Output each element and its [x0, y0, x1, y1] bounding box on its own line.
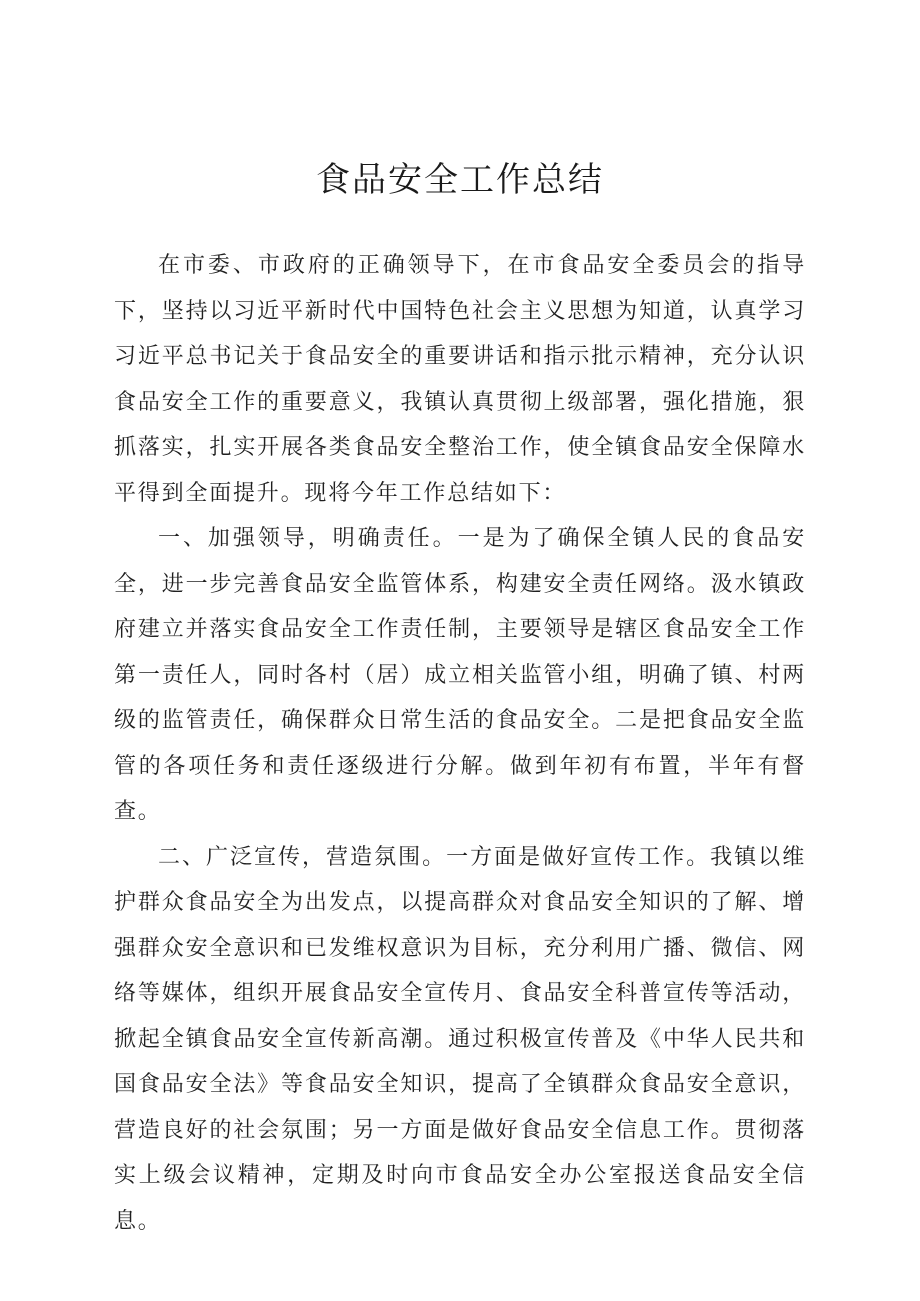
paragraph-section-2: 二、广泛宣传，营造氛围。一方面是做好宣传工作。我镇以维护群众食品安全为出发点，以提高群众对食品安全知识的了解、增强群众安全意识和已发维权意识为目标，充分利用广播、微信、网络等媒体，组织开展食品安全宣传月、食品安全科普宣传等活动，掀起全镇食品安全宣传新高潮。通过积极宣传普及《中华人民共和国食品安全法》等食品安全知识，提高了全镇群众食品安全意识，营造良好的社会氛围；另一方面是做好食品安全信息工作。贯彻落实上级会议精神，定期及时向市食品安全办公室报送食品安全信息。 [114, 844, 806, 1234]
document-body [114, 243, 806, 1244]
paragraph-section-1: 一、加强领导，明确责任。一是为了确保全镇人民的食品安全，进一步完善食品安全监管体系，构建安全责任网络。汲水镇政府建立并落实食品安全工作责任制，主要领导是辖区食品安全工作第一责任人，同时各村（居）成立相关监管小组，明确了镇、村两级的监管责任，确保群众日常生活的食品安全。二是把食品安全监管的各项任务和责任逐级进行分解。做到年初有布置，半年有督查。 [114, 526, 806, 824]
paragraph-intro: 在市委、市政府的正确领导下，在市食品安全委员会的指导下，坚持以习近平新时代中国特色社会主义思想为知道，认真学习习近平总书记关于食品安全的重要讲话和指示批示精神，充分认识食品安全工作的重要意义，我镇认真贯彻上级部署，强化措施，狠抓落实，扎实开展各类食品安全整治工作，使全镇食品安全保障水平得到全面提升。现将今年工作总结如下： [114, 253, 806, 506]
document-title: 食品安全工作总结 [316, 160, 604, 200]
